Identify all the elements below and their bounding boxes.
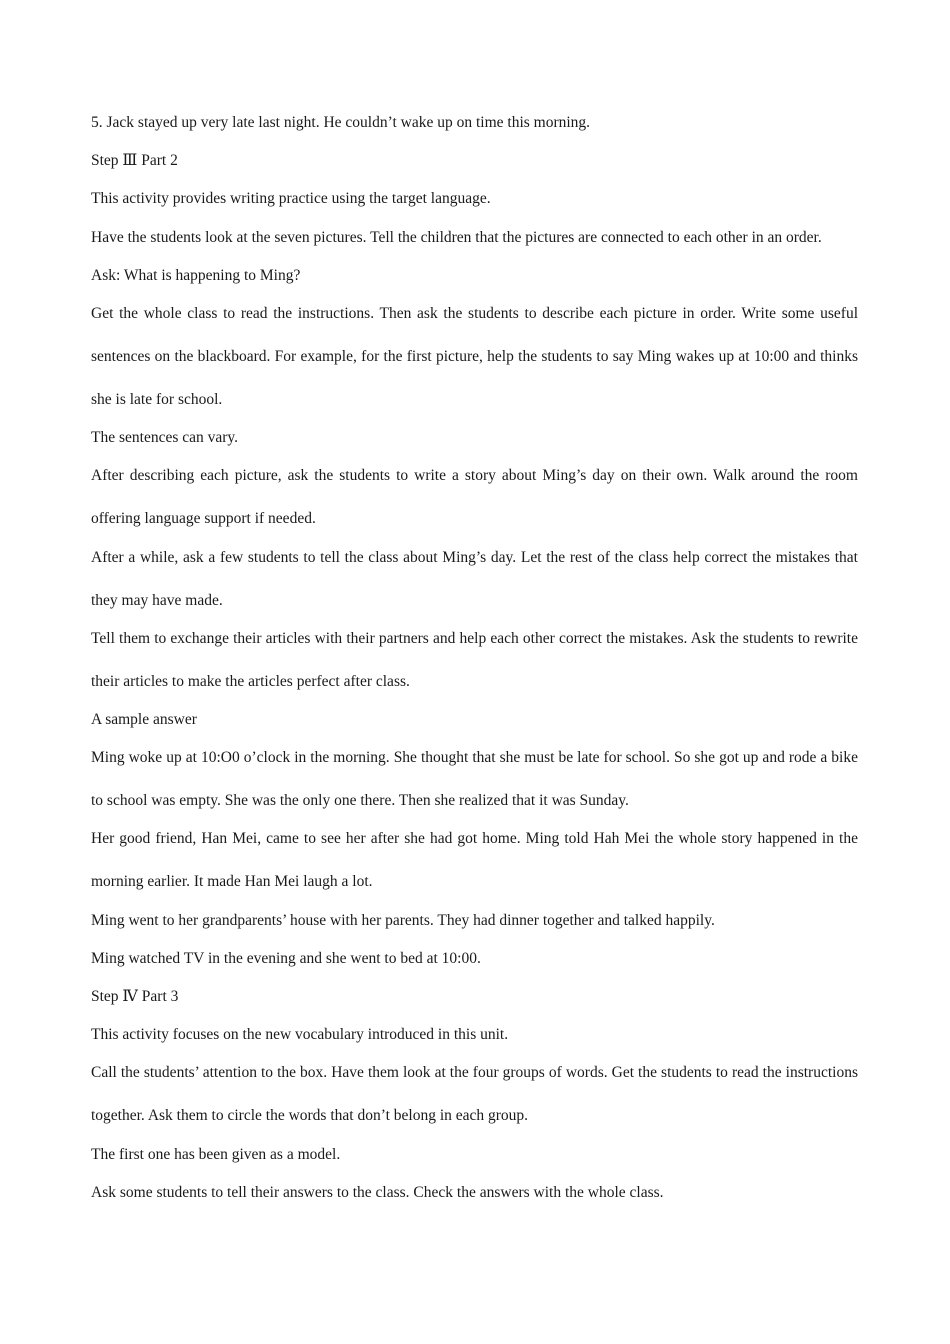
heading-sample-answer: A sample answer	[91, 711, 197, 729]
paragraph-circle-words: Call the students’ attention to the box. Have them look at the four groups of words. Get the students to read the instructions together. Ask them to circle the words that don’t belong in each group.	[91, 1064, 858, 1125]
paragraph-activity-writing: This activity provides writing practice using the target language.	[91, 190, 491, 208]
document-body	[91, 101, 858, 1209]
paragraph-exchange-articles: Tell them to exchange their articles with their partners and help each other correct the mistakes. Ask the students to rewrite their articles to make the articles perfect after class.	[91, 629, 858, 690]
paragraph-ask-question: Ask: What is happening to Ming?	[91, 266, 301, 284]
heading-step-3-part-2: Step Ⅲ Part 2	[91, 152, 178, 170]
paragraph-sample-1: Ming woke up at 10:O0 o’clock in the morning. She thought that she must be late for school. So she got up and rode a bike to school was empty. She was the only one there. Then she realized that it was Sunday.	[91, 749, 858, 810]
paragraph-write-story: After describing each picture, ask the students to write a story about Ming’s day on their own. Walk around the room offering language support if needed.	[91, 467, 858, 528]
paragraph-activity-vocabulary: This activity focuses on the new vocabulary introduced in this unit.	[91, 1026, 509, 1044]
heading-step-4-part-3: Step Ⅳ Part 3	[91, 988, 179, 1006]
paragraph-example-5: 5. Jack stayed up very late last night. He couldn’t wake up on time this morning.	[91, 114, 591, 131]
paragraph-sample-2: Her good friend, Han Mei, came to see her after she had got home. Ming told Hah Mei the whole story happened in the morning earlier. It made Han Mei laugh a lot.	[91, 830, 858, 891]
paragraph-model: The first one has been given as a model.	[91, 1145, 341, 1163]
paragraph-check-answers: Ask some students to tell their answers to the class. Check the answers with the whole class.	[91, 1183, 664, 1201]
paragraph-sample-4: Ming watched TV in the evening and she went to bed at 10:00.	[91, 949, 481, 967]
paragraph-read-instructions: Get the whole class to read the instructions. Then ask the students to describe each picture in order. Write some useful sentences on the blackboard. For example, for the first picture, help the students to say Ming wakes up at 10:00 and thinks she is late for school.	[91, 305, 858, 409]
paragraph-tell-class: After a while, ask a few students to tell the class about Ming’s day. Let the rest of the class help correct the mistakes that they may have made.	[91, 548, 858, 609]
paragraph-sentences-vary: The sentences can vary.	[91, 429, 239, 447]
paragraph-sample-3: Ming went to her grandparents’ house with her parents. They had dinner together and talked happily.	[91, 911, 715, 929]
paragraph-seven-pictures: Have the students look at the seven pictures. Tell the children that the pictures are connected to each other in an order.	[91, 228, 822, 246]
